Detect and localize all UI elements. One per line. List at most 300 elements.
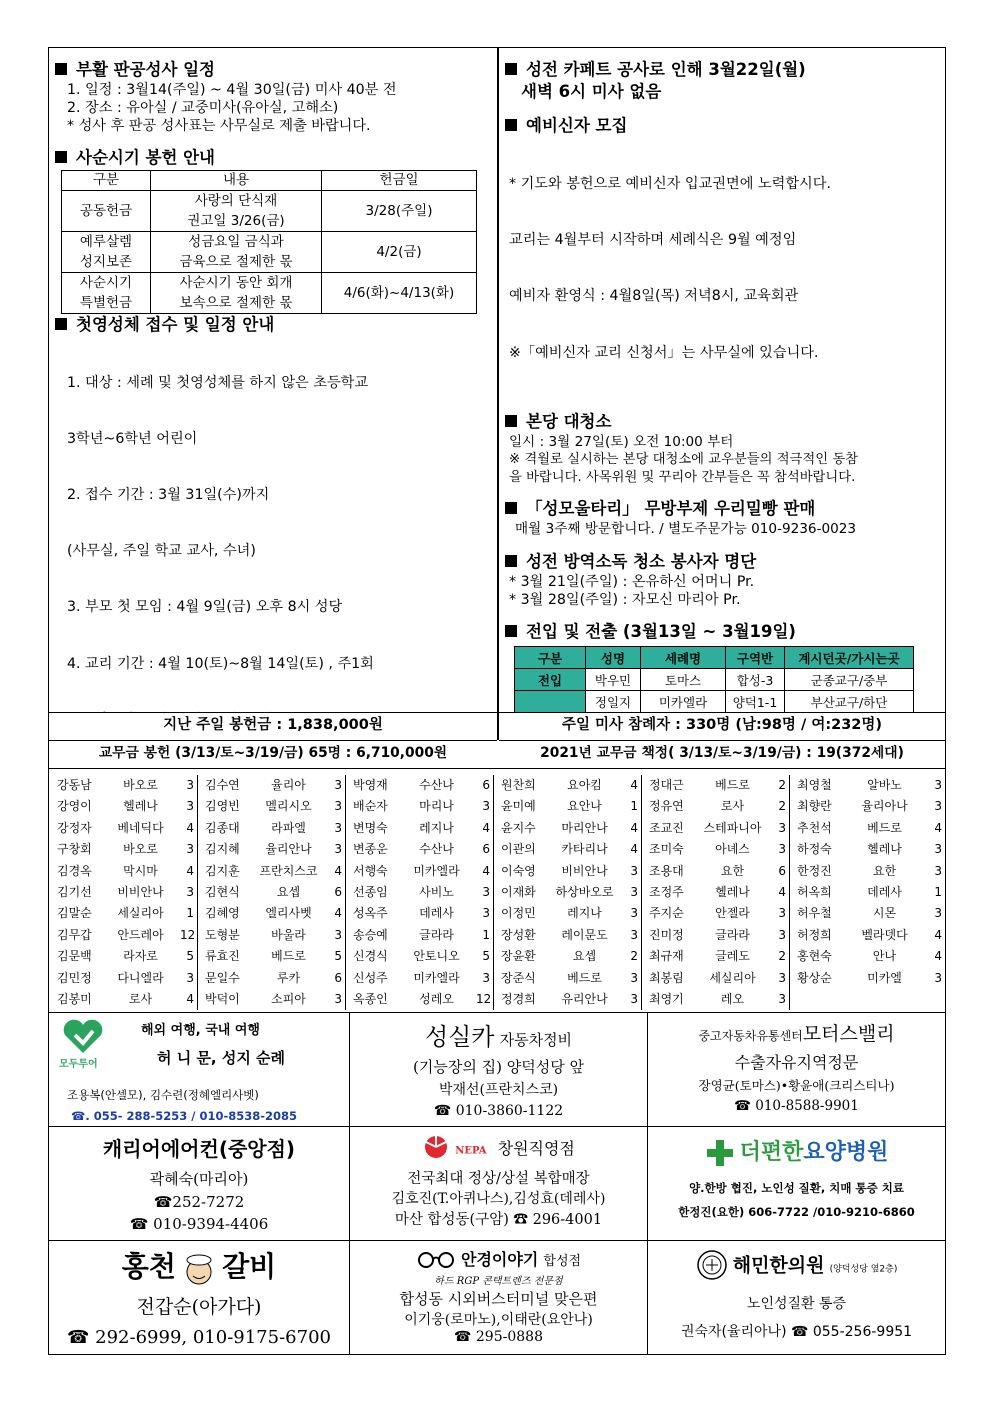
donor-row	[49, 989, 197, 1010]
donor-name: 서행숙	[353, 863, 388, 878]
info-line: ※「예비신자 교리 신청서」는 사무실에 있습니다.	[509, 344, 819, 361]
donor-count: 3	[934, 778, 942, 792]
donor-count: 3	[630, 906, 638, 921]
donor-row	[641, 989, 789, 1010]
table-header: 세례명	[641, 647, 726, 669]
donor-row	[345, 839, 493, 860]
section-title: 예비신자 모집	[505, 115, 945, 137]
donor-name: 김경옥	[57, 863, 92, 878]
donor-count: 6	[778, 863, 786, 878]
nepa-logo-icon	[422, 1135, 450, 1163]
donor-name: 최규재	[649, 949, 684, 964]
donor-count: 4	[186, 820, 194, 835]
donor-row	[789, 946, 945, 967]
donor-row	[493, 968, 641, 989]
donor-baptismal-name: 안토니오	[413, 949, 460, 964]
donor-baptismal-name: 글라라	[715, 927, 750, 942]
donor-count: 4	[630, 778, 638, 792]
donor-column	[641, 775, 790, 1010]
table-row	[62, 231, 477, 272]
table-header: 구역반	[726, 647, 785, 669]
donor-count: 4	[186, 992, 194, 1007]
bullet-square-icon	[505, 502, 517, 514]
donor-baptismal-name: 율리아나	[861, 799, 908, 814]
donor-baptismal-name: 베드로	[567, 970, 602, 985]
carrier-tel: ☎252-7272	[153, 1193, 245, 1211]
donor-name: 김말순	[57, 906, 92, 921]
donor-baptismal-name: 요한	[720, 863, 745, 878]
donor-count: 6	[482, 778, 490, 792]
donor-row	[345, 968, 493, 989]
glasses-line1: 하드 RGP 콘택트렌즈 전문점	[434, 1275, 563, 1287]
donor-count: 4	[630, 842, 638, 857]
donor-count: 2	[778, 949, 786, 964]
donor-count: 3	[186, 778, 194, 792]
donor-name: 선종임	[353, 885, 388, 900]
section-title: 부활 판공성사 일정	[55, 59, 497, 81]
info-line: 2. 접수 기간 : 3월 31일(수)까지	[67, 487, 270, 504]
right-column	[499, 48, 945, 712]
bullet-square-icon	[505, 119, 517, 131]
donor-baptismal-name: 아녜스	[715, 842, 750, 857]
donor-baptismal-name: 율리안나	[265, 842, 312, 857]
info-line: 매월 3주째 방문합니다. / 별도주문가능 010-9236-0023	[515, 521, 857, 538]
donor-row	[49, 882, 197, 903]
tour-line2: 허 니 문, 성지 순례	[157, 1049, 286, 1067]
donor-row	[641, 839, 789, 860]
donor-count: 1	[186, 906, 194, 921]
donor-baptismal-name: 엘리사벳	[265, 906, 312, 921]
donor-name: 홍현숙	[797, 949, 832, 964]
table-cell: 4/6(화)~4/13(화)	[322, 272, 477, 313]
carrier-name: 캐리어에어컨(중앙점)	[102, 1137, 296, 1161]
donor-row	[197, 989, 345, 1010]
motors-person: 장영균(토마스)•황윤애(크리스티나)	[698, 1078, 895, 1093]
motors-phone: ☎ 010-8588-9901	[734, 1098, 859, 1114]
donor-baptismal-name: 비비안나	[561, 863, 608, 878]
donor-column	[49, 775, 198, 1010]
donor-baptismal-name: 사비노	[419, 885, 454, 900]
donor-row	[345, 882, 493, 903]
table-row	[515, 691, 914, 712]
table-cell: 사랑의 단식재 권고일 3/26(금)	[151, 190, 322, 231]
donor-name: 장준식	[501, 970, 536, 985]
donor-row	[197, 946, 345, 967]
lent-table	[61, 170, 477, 314]
table-cell: 양덕1-1	[726, 691, 785, 712]
car-phone: ☎ 010-3860-1122	[433, 1103, 564, 1119]
heart-logo-icon	[61, 1019, 105, 1059]
donor-row	[49, 839, 197, 860]
donor-name: 강동남	[57, 778, 92, 792]
donor-baptismal-name: 바울라	[271, 927, 306, 942]
donor-baptismal-name: 바오로	[123, 842, 158, 857]
catechumen-section	[499, 115, 945, 400]
donor-count: 3	[630, 927, 638, 942]
oriental-clinic-logo-icon	[696, 1249, 728, 1285]
nepa-line3: 마산 합성동(구암) ☎ 296-4001	[394, 1212, 603, 1228]
bullet-square-icon	[55, 151, 67, 163]
ad-glasses	[350, 1240, 648, 1354]
table-cell: 성금요일 금식과 금육으로 절제한 몫	[151, 231, 322, 272]
donor-row	[493, 989, 641, 1010]
table-header: 내용	[151, 170, 322, 190]
donor-row	[197, 968, 345, 989]
donor-name: 이관의	[501, 842, 536, 857]
donor-count: 12	[476, 992, 492, 1007]
donor-row	[197, 775, 345, 796]
donor-count: 6	[334, 885, 342, 900]
donor-column	[789, 775, 945, 989]
donor-name: 장성환	[501, 927, 536, 942]
donor-name: 한정진	[797, 863, 832, 878]
bullet-square-icon	[55, 63, 67, 75]
oriental-note: (양덕성당 옆2층)	[829, 1264, 898, 1275]
donor-count: 2	[778, 799, 786, 814]
nepa-line1: 전국최대 정상/상설 복합매장	[407, 1171, 590, 1187]
donor-baptismal-name: 헬레나	[867, 842, 902, 857]
donor-baptismal-name: 안젤라	[715, 906, 750, 921]
transfer-section	[499, 621, 945, 712]
table-cell: 미카엘라	[641, 691, 726, 712]
donor-baptismal-name: 미카엘라	[413, 970, 460, 985]
donor-count: 4	[482, 863, 490, 878]
info-line: * 3월 21일(주일) : 온유하신 어머니 Pr.	[509, 573, 755, 590]
donor-name: 옥종인	[353, 992, 388, 1007]
donor-row	[789, 796, 945, 817]
donor-count: 3	[630, 885, 638, 900]
donor-name: 박영재	[353, 778, 388, 792]
section-title: 첫영성체 접수 및 일정 안내	[55, 314, 497, 336]
donor-row	[49, 968, 197, 989]
donor-count: 4	[334, 863, 342, 878]
hospital-line1: 양.한방 협진, 노인성 질환, 치매 통증 치료	[689, 1180, 904, 1195]
info-line: * 성사 후 판공 성사표는 사무실로 제출 바랍니다.	[67, 118, 371, 135]
table-cell	[515, 691, 586, 712]
donor-count: 5	[334, 949, 342, 964]
galbi-person: 전갑순(아가다)	[136, 1295, 262, 1318]
donor-row	[197, 796, 345, 817]
offering-stat: 지난 주일 봉헌금 : 1,838,000원	[49, 712, 497, 737]
tour-phone: ☎. 055- 288-5253 / 010-8538-2085	[71, 1109, 298, 1123]
donor-name: 허정희	[797, 927, 832, 942]
donor-baptismal-name: 요셉	[572, 949, 597, 964]
donor-count: 1	[630, 799, 638, 814]
table-cell: 부산교구/하단	[785, 691, 914, 712]
glasses-line2: 합성동 시외버스터미널 맞은편	[399, 1289, 598, 1308]
glasses-phone: ☎ 295-0888	[454, 1328, 543, 1345]
donor-baptismal-name: 비비안나	[117, 885, 164, 900]
donor-baptismal-name: 글레도	[715, 949, 750, 964]
donor-row	[789, 882, 945, 903]
donor-name: 허우철	[797, 906, 832, 921]
donor-name: 김문백	[57, 949, 92, 964]
donor-row	[493, 925, 641, 946]
donor-column	[345, 775, 494, 1010]
table-header: 헌금일	[322, 170, 477, 190]
donor-count: 3	[778, 992, 786, 1007]
donor-row	[493, 839, 641, 860]
ad-carrier	[49, 1126, 350, 1240]
donor-list	[49, 768, 945, 1012]
info-line: * 3월 28일(주일) : 자모신 마리아 Pr.	[509, 591, 741, 608]
donor-name: 장윤환	[501, 949, 536, 964]
section-title: 성전 카페트 공사로 인해 3월22일(월)	[505, 59, 945, 81]
bullet-square-icon	[505, 625, 517, 637]
left-column	[49, 48, 497, 712]
donor-name: 강정자	[57, 820, 92, 835]
carrier-phone: ☎ 010-9394-4406	[129, 1215, 269, 1233]
nepa-store: 창원직영점	[497, 1138, 575, 1158]
donor-count: 3	[778, 842, 786, 857]
donor-baptismal-name: 벨라뎃다	[861, 927, 908, 942]
donor-baptismal-name: 레이문도	[561, 927, 608, 942]
donor-count: 3	[186, 970, 194, 985]
donor-count: 3	[778, 927, 786, 942]
tour-people: 조용복(안셀모), 김수련(정혜엘리사벳)	[67, 1088, 259, 1102]
ads-section	[49, 1012, 945, 1354]
donor-name: 정대근	[649, 778, 684, 792]
donor-name: 하정숙	[797, 842, 832, 857]
donor-baptismal-name: 라파엘	[271, 820, 306, 835]
donor-baptismal-name: 베드로	[271, 949, 306, 964]
donor-count: 3	[334, 820, 342, 835]
donor-row	[49, 775, 197, 796]
donor-row	[49, 818, 197, 839]
donor-row	[493, 903, 641, 924]
donor-row	[641, 818, 789, 839]
table-cell: 정일지	[586, 691, 641, 712]
donor-row	[345, 796, 493, 817]
donor-name: 김봉미	[57, 992, 92, 1007]
table-cell: 공동헌금	[62, 190, 151, 231]
donor-count: 3	[482, 885, 490, 900]
car-line2: (기능장의 집) 양덕성당 앞	[413, 1058, 584, 1076]
donor-count: 4	[334, 906, 342, 921]
donor-count: 2	[630, 949, 638, 964]
donor-count: 4	[482, 820, 490, 835]
oriental-line2: 권숙자(율리아나) ☎ 055-256-9951	[680, 1324, 913, 1340]
donor-baptismal-name: 다니엘라	[117, 970, 164, 985]
donor-row	[641, 882, 789, 903]
donor-baptismal-name: 레오	[720, 992, 745, 1007]
donor-count: 3	[186, 799, 194, 814]
donor-count: 3	[934, 906, 942, 921]
donor-baptismal-name: 루카	[276, 970, 301, 985]
donor-row	[641, 946, 789, 967]
donor-baptismal-name: 로사	[720, 799, 745, 814]
donor-count: 3	[186, 885, 194, 900]
donor-count: 4	[778, 885, 786, 900]
donor-baptismal-name: 라자로	[123, 949, 158, 964]
donor-name: 윤지수	[501, 820, 536, 835]
donor-baptismal-name: 데레사	[419, 906, 454, 921]
table-header: 성명	[586, 647, 641, 669]
donor-count: 3	[334, 799, 342, 814]
donor-name: 배순자	[353, 799, 388, 814]
donor-baptismal-name: 요한	[872, 863, 897, 878]
hospital-name-a: 더편한	[739, 1140, 804, 1165]
table-cell: 사순시기 동안 회개 보속으로 절제한 몫	[151, 272, 322, 313]
glasses-line3: 이기웅(로마노),이태란(요안나)	[404, 1311, 593, 1328]
donor-row	[49, 861, 197, 882]
donor-name: 원찬희	[501, 778, 536, 792]
donor-row	[641, 903, 789, 924]
motors-center: 중고자동차유통센터	[698, 1029, 803, 1043]
donor-baptismal-name: 글라라	[419, 927, 454, 942]
donor-baptismal-name: 프란치스코	[259, 863, 318, 878]
donor-row	[197, 903, 345, 924]
donor-name: 성옥주	[353, 906, 388, 921]
donor-row	[789, 818, 945, 839]
table-cell: 사순시기 특별헌금	[62, 272, 151, 313]
donor-baptismal-name: 미카엘라	[413, 863, 460, 878]
donor-name: 김종대	[205, 820, 240, 835]
communion-section	[49, 314, 497, 712]
donor-count: 4	[934, 820, 942, 835]
donor-row	[641, 925, 789, 946]
donor-count: 6	[334, 970, 342, 985]
donor-name: 박덕이	[205, 992, 240, 1007]
glasses-name: 안경이야기	[461, 1250, 539, 1269]
donor-baptismal-name: 마리안나	[561, 820, 608, 835]
section-title: 「성모울타리」 무방부제 우리밀빵 판매	[505, 498, 945, 520]
bullet-square-icon	[505, 415, 517, 427]
table-cell: 예루살렘 성지보존	[62, 231, 151, 272]
disinfect-section	[499, 551, 945, 609]
donor-row	[493, 775, 641, 796]
donor-row	[641, 861, 789, 882]
table-row	[515, 669, 914, 691]
section-title: 전입 및 전출 (3월13일 ~ 3월19일)	[505, 621, 945, 643]
donor-baptismal-name: 세실리아	[709, 970, 756, 985]
section-title: 사순시기 봉헌 안내	[55, 147, 497, 169]
donor-name: 류효진	[205, 949, 240, 964]
donor-baptismal-name: 베네딕다	[117, 820, 164, 835]
oriental-line1: 노인성질환 통증	[746, 1296, 847, 1312]
donor-row	[641, 968, 789, 989]
donor-baptismal-name: 바오로	[123, 778, 158, 792]
donor-count: 2	[778, 778, 786, 792]
table-header: 구분	[515, 647, 586, 669]
info-line: 3. 부모 첫 모임 : 4월 9일(금) 오후 8시 성당	[67, 599, 343, 616]
donor-baptismal-name: 헬레나	[123, 799, 158, 814]
table-cell: 군종교구/중부	[785, 669, 914, 691]
donor-name: 김수연	[205, 778, 240, 792]
lent-section	[49, 147, 497, 314]
donor-baptismal-name: 미카엘	[867, 970, 902, 985]
donor-name: 강영이	[57, 799, 92, 814]
donor-name: 김지훈	[205, 863, 240, 878]
duty-assess-stat: 2021년 교무금 책정( 3/13/토~3/19/금) : 19(372세대)	[499, 740, 945, 765]
donor-count: 3	[934, 970, 942, 985]
donor-baptismal-name: 유리안나	[561, 992, 608, 1007]
table-row	[62, 190, 477, 231]
donor-name: 이정민	[501, 906, 536, 921]
donor-baptismal-name: 안나	[872, 949, 897, 964]
donor-name: 최향란	[797, 799, 832, 814]
cleaning-section	[499, 411, 945, 488]
donor-name: 조용대	[649, 863, 684, 878]
donor-column	[493, 775, 642, 1010]
donor-count: 3	[934, 842, 942, 857]
donor-name: 조정주	[649, 885, 684, 900]
car-sub: 자동차정비	[499, 1031, 573, 1049]
donor-name: 최영기	[649, 992, 684, 1007]
donor-row	[197, 861, 345, 882]
donor-row	[493, 818, 641, 839]
section-title: 본당 대청소	[505, 411, 945, 433]
donor-count: 1	[934, 885, 942, 900]
donor-count: 3	[630, 863, 638, 878]
donor-name: 도형분	[205, 927, 240, 942]
donor-name: 김무갑	[57, 927, 92, 942]
car-name: 성실카	[424, 1023, 495, 1051]
donor-name: 김영빈	[205, 799, 240, 814]
donor-name: 추천석	[797, 820, 832, 835]
donor-name: 구창회	[57, 842, 92, 857]
donor-name: 김지혜	[205, 842, 240, 857]
donor-row	[345, 818, 493, 839]
donor-row	[49, 946, 197, 967]
donor-name: 이재화	[501, 885, 536, 900]
donor-baptismal-name: 요아킴	[567, 778, 602, 792]
donor-count: 4	[630, 820, 638, 835]
donor-baptismal-name: 헬레나	[715, 885, 750, 900]
hospital-line2: 한정진(요한) 606-7722 /010-9210-6860	[678, 1204, 915, 1219]
glasses-icon	[416, 1250, 456, 1272]
donor-row	[641, 775, 789, 796]
ad-motors	[648, 1012, 945, 1126]
duty-offering-stat: 교무금 봉헌 (3/13/토~3/19/금) 65명 : 6,710,000원	[49, 740, 497, 765]
donor-row	[493, 882, 641, 903]
info-line: (사무실, 주일 학교 교사, 수녀)	[67, 543, 256, 560]
donor-count: 3	[186, 842, 194, 857]
donor-count: 6	[482, 842, 490, 857]
hospital-cross-icon	[705, 1138, 735, 1172]
donor-name: 허옥희	[797, 885, 832, 900]
donor-row	[345, 861, 493, 882]
ad-hospital	[648, 1126, 945, 1240]
donor-baptismal-name: 카타리나	[561, 842, 608, 857]
donor-name: 조미숙	[649, 842, 684, 857]
table-cell: 박우민	[586, 669, 641, 691]
donor-name: 송승예	[353, 927, 388, 942]
info-line: 1. 일정 : 3월14(주일) ~ 4월 30일(금) 미사 40분 전	[67, 82, 397, 98]
donor-count: 4	[186, 863, 194, 878]
info-line: 4. 교리 기간 : 4월 10(토)~8월 14일(토) , 주1회	[67, 655, 374, 672]
bullet-square-icon	[505, 63, 517, 75]
donor-row	[789, 839, 945, 860]
info-line: 예비자 환영식 : 4월8일(목) 저녁8시, 교육회관	[509, 288, 799, 305]
donor-count: 3	[482, 970, 490, 985]
bullet-square-icon	[55, 318, 67, 330]
donor-name: 김현식	[205, 885, 240, 900]
table-cell: 토마스	[641, 669, 726, 691]
donor-row	[197, 925, 345, 946]
table-cell: 합성-3	[726, 669, 785, 691]
donor-row	[345, 989, 493, 1010]
ad-tour	[49, 1012, 350, 1126]
donor-baptismal-name: 시몬	[872, 906, 897, 921]
donor-row	[49, 925, 197, 946]
donor-count: 3	[934, 799, 942, 814]
info-line: 교리는 4월부터 시작하며 세례식은 9월 예정임	[509, 232, 797, 249]
easter-section	[49, 59, 497, 136]
table-header: 계시던곳/가시는곳	[785, 647, 914, 669]
donor-baptismal-name: 레지나	[567, 906, 602, 921]
donor-baptismal-name: 마리나	[419, 799, 454, 814]
